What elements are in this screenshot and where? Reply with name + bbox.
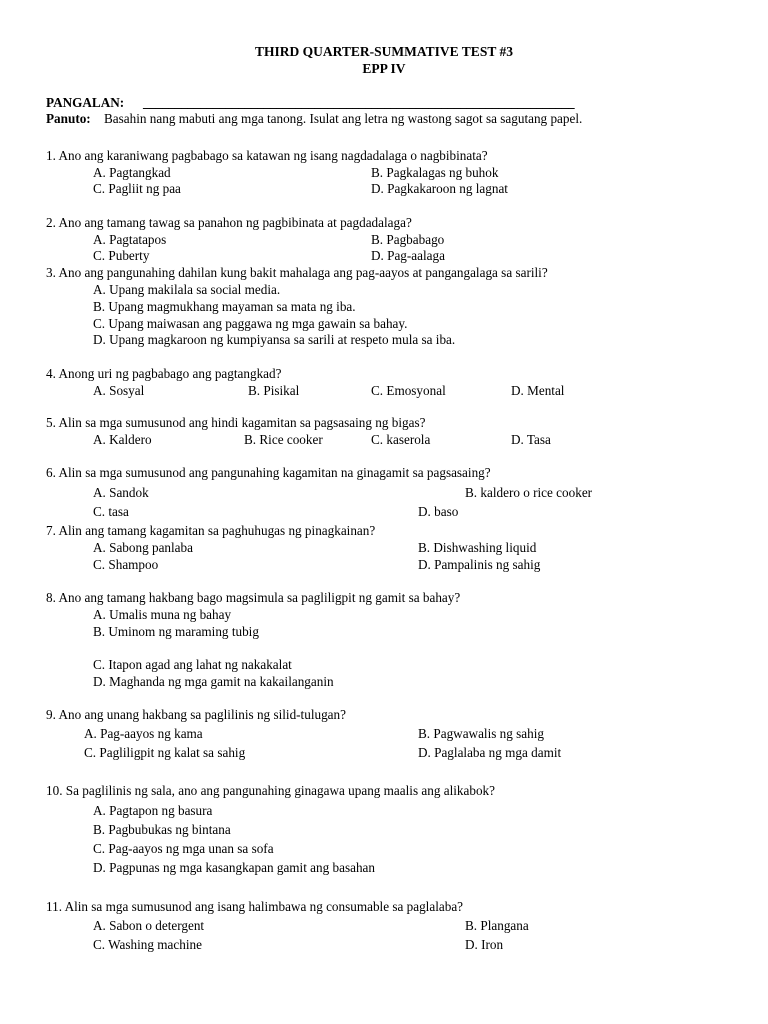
choice-b: B. Pagbubukas ng bintana (93, 822, 231, 837)
choice-c: C. Emosyonal (371, 383, 446, 398)
question-text: 4. Anong uri ng pagbabago ang pagtangkad? (46, 366, 282, 381)
choice-c: C. tasa (93, 504, 129, 519)
choice-b: B. Plangana (465, 918, 529, 933)
choice-d: D. Pagpunas ng mga kasangkapan gamit ang basahan (93, 860, 375, 875)
choice-d: D. Paglalaba ng mga damit (418, 745, 562, 760)
choice-b: B. Upang magmukhang mayaman sa mata ng iba. (93, 299, 356, 314)
choice-b: B. Uminom ng maraming tubig (93, 624, 259, 639)
choice-d: D. Upang magkaroon ng kumpiyansa sa sarili at respeto mula sa iba. (93, 332, 456, 347)
choice-c: C. Shampoo (93, 557, 159, 572)
choice-c: C. Itapon agad ang lahat ng nakakalat (93, 657, 292, 672)
choice-a: A. Sandok (93, 485, 149, 500)
choice-b: B. Pagbabago (371, 232, 445, 247)
choice-d: D. baso (418, 504, 459, 519)
page-title: THIRD QUARTER-SUMMATIVE TEST #3 (255, 44, 513, 59)
choice-b: B. Pisikal (248, 383, 300, 398)
question-text: 11. Alin sa mga sumusunod ang isang halimbawa ng consumable sa paglalaba? (46, 899, 464, 914)
instructions-text: Basahin nang mabuti ang mga tanong. Isulat ang letra ng wastong sagot sa sagutang papel. (104, 111, 583, 126)
choice-b: B. Dishwashing liquid (418, 540, 537, 555)
choice-d: D. Pag-aalaga (371, 248, 445, 263)
choice-b: B. Pagwawalis ng sahig (418, 726, 545, 741)
question-text: 1. Ano ang karaniwang pagbabago sa katawan ng isang nagdadalaga o nagbibinata? (46, 148, 488, 163)
question-text: 9. Ano ang unang hakbang sa paglilinis ng silid-tulugan? (46, 707, 346, 722)
name-line: ____________________________________________________________________ (143, 95, 575, 110)
choice-c: C. Pagliligpit ng kalat sa sahig (84, 745, 246, 760)
question-text: 2. Ano ang tamang tawag sa panahon ng pagbibinata at pagdadalaga? (46, 215, 412, 230)
choice-d: D. Pagkakaroon ng lagnat (371, 181, 508, 196)
choice-c: C. Pag-aayos ng mga unan sa sofa (93, 841, 274, 856)
choice-c: C. kaserola (371, 432, 431, 447)
choice-c: C. Puberty (93, 248, 150, 263)
choice-d: D. Iron (465, 937, 504, 952)
question-text: 6. Alin sa mga sumusunod ang pangunahing kagamitan na ginagamit sa pagsasaing? (46, 465, 491, 480)
choice-d: D. Mental (511, 383, 565, 398)
choice-b: B. Pagkalagas ng buhok (371, 165, 499, 180)
question-text: 7. Alin ang tamang kagamitan sa paghuhugas ng pinagkainan? (46, 523, 376, 538)
choice-c: C. Pagliit ng paa (93, 181, 181, 196)
choice-c: C. Upang maiwasan ang paggawa ng mga gawain sa bahay. (93, 316, 408, 331)
choice-c: C. Washing machine (93, 937, 202, 952)
choice-a: A. Pag-aayos ng kama (84, 726, 203, 741)
choice-a: A. Upang makilala sa social media. (93, 282, 281, 297)
choice-a: A. Sabon o detergent (93, 918, 205, 933)
question-text: 3. Ano ang pangunahing dahilan kung bakit mahalaga ang pag-aayos at pangangalaga sa sarili? (46, 265, 548, 280)
choice-a: A. Sosyal (93, 383, 145, 398)
choice-b: B. Rice cooker (244, 432, 323, 447)
question-text: 5. Alin sa mga sumusunod ang hindi kagamitan sa pagsasaing ng bigas? (46, 415, 426, 430)
choice-a: A. Pagtangkad (93, 165, 171, 180)
name-label: PANGALAN: (46, 95, 125, 110)
choice-a: A. Pagtapon ng basura (93, 803, 213, 818)
choice-d: D. Tasa (511, 432, 551, 447)
page-subtitle: EPP IV (362, 61, 406, 76)
instructions-label: Panuto: (46, 111, 91, 126)
choice-a: A. Umalis muna ng bahay (93, 607, 232, 622)
choice-d: D. Pampalinis ng sahig (418, 557, 541, 572)
question-text: 8. Ano ang tamang hakbang bago magsimula sa pagliligpit ng gamit sa bahay? (46, 590, 461, 605)
question-text: 10. Sa paglilinis ng sala, ano ang pangunahing ginagawa upang maalis ang alikabok? (46, 783, 495, 798)
choice-b: B. kaldero o rice cooker (465, 485, 593, 500)
choice-a: A. Pagtatapos (93, 232, 167, 247)
choice-a: A. Sabong panlaba (93, 540, 193, 555)
choice-d: D. Maghanda ng mga gamit na kakailanganin (93, 674, 334, 689)
choice-a: A. Kaldero (93, 432, 152, 447)
